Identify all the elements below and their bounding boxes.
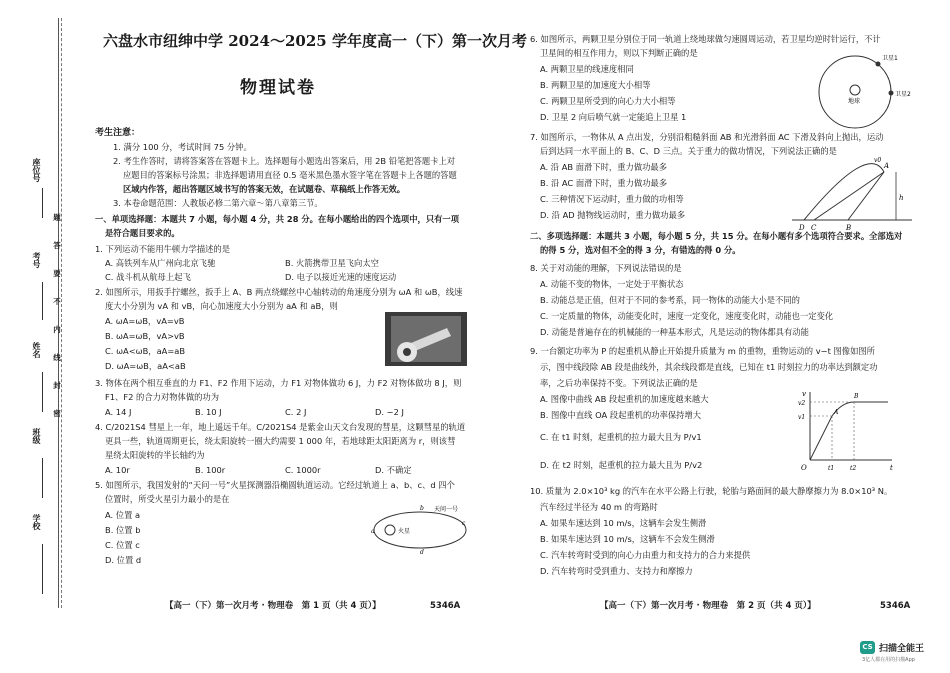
section1-heading: 是符合题目要求的。 bbox=[105, 228, 180, 238]
q7-option-b: B. 沿 AC 面滑下时，重力做功最多 bbox=[540, 178, 668, 188]
q9-option-b: B. 图像中直线 OA 段起重机的功率保持增大 bbox=[540, 410, 702, 420]
q9-option-d: D. 在 t2 时刻，起重机的拉力最大且为 P/v2 bbox=[540, 460, 703, 470]
satellite-2-dot bbox=[889, 91, 894, 96]
q10-option-a: A. 如果车速达到 10 m/s，这辆车会发生侧滑 bbox=[540, 518, 707, 528]
seal-char: 封 bbox=[53, 381, 61, 390]
t1-label: t1 bbox=[828, 465, 835, 472]
q1-option-a: A. 高铁列车从广州向北京飞驰 bbox=[105, 258, 216, 268]
scanner-brand: 扫描全能王 bbox=[879, 644, 925, 654]
point-b-label: B bbox=[846, 224, 852, 232]
h-label: h bbox=[899, 194, 904, 202]
satellite-2-label: 卫星2 bbox=[895, 91, 911, 98]
q6-option-d: D. 卫星 2 向后喷气就一定能追上卫星 1 bbox=[540, 112, 687, 122]
seal-char: 内 bbox=[53, 325, 61, 334]
projectile-path bbox=[804, 164, 884, 220]
q6-stem: 6. 如图所示，两颗卫星分别位于同一轨道上绕地球做匀速圆周运动，若卫星均逆时针运行，不计 bbox=[530, 34, 881, 44]
q7-option-a: A. 沿 AB 面滑下时，重力做功最多 bbox=[540, 162, 668, 172]
q2-option-a: A. ωA=ωB，vA=vB bbox=[105, 316, 185, 326]
q4-option-a: A. 10r bbox=[105, 465, 130, 475]
q4-stem: 4. C/2021S4 彗星上一年，地上遥远千年。C/2021S4 是紫金山天文台发现的彗星，这颗彗星的轨道 bbox=[95, 422, 466, 432]
q2-option-c: C. ωA<ωB，aA=aB bbox=[105, 346, 186, 356]
q5-option-d: D. 位置 d bbox=[105, 555, 142, 565]
q7-stem: 后到达同一水平面上的 B、C、D 三点。关于重力的做功情况，下列说法正确的是 bbox=[540, 146, 837, 156]
t-axis-label: t bbox=[890, 464, 893, 472]
mars-label: 火星 bbox=[398, 528, 411, 535]
point-d-label: d bbox=[420, 549, 424, 554]
q2-option-b: B. ωA=ωB，vA>vB bbox=[105, 331, 185, 341]
q10-option-b: B. 如果车速达到 10 m/s，这辆车不会发生侧滑 bbox=[540, 534, 715, 544]
name-label: 姓名 bbox=[32, 342, 41, 358]
q3-stem: F1、F2 的合力对物体做的功为 bbox=[105, 392, 220, 402]
q8-option-b: B. 动能总是正值，但对于不同的参考系，同一物体的动能大小是不同的 bbox=[540, 295, 800, 305]
exam-page-1 bbox=[95, 0, 527, 673]
section2-heading: 的得 5 分，选对但不全的得 3 分，有错选的得 0 分。 bbox=[540, 245, 741, 255]
scanner-logo: CS bbox=[860, 641, 875, 654]
class-line bbox=[42, 458, 43, 498]
v1-label: v1 bbox=[798, 414, 806, 421]
q5-stem: 5. 如图所示，我国发射的“天问一号”火星探测器沿椭圆轨道运动。它经过轨道上 a、b、c、d 四个 bbox=[95, 480, 455, 490]
q6-option-a: A. 两颗卫星的线速度相同 bbox=[540, 64, 634, 74]
seat-number-label: 座位号 bbox=[32, 158, 41, 182]
exam-subtitle: 物理试卷 bbox=[240, 78, 316, 98]
q4-option-b: B. 100r bbox=[195, 465, 226, 475]
q7-stem: 7. 如图所示，一物体从 A 点出发，分别沿粗糙斜面 AB 和光滑斜面 AC 下滑及斜向上抛出，运动 bbox=[530, 132, 884, 142]
earth-label: 地球 bbox=[848, 98, 861, 105]
point-b-label: B bbox=[854, 393, 859, 400]
exam-title: 六盘水市纽绅中学 2024～2025 学年度高一（下）第一次月考 bbox=[103, 32, 527, 50]
q9-option-a: A. 图像中曲线 AB 段起重机的加速度越来越大 bbox=[540, 394, 709, 404]
point-d-label: D bbox=[799, 224, 805, 232]
q10-option-c: C. 汽车转弯时受到的向心力由重力和支持力的合力来提供 bbox=[540, 550, 751, 560]
q9-stem: 9. 一台额定功率为 P 的起重机从静止开始提升质量为 m 的重物，重物运动的 v−t 图像如图所 bbox=[530, 346, 875, 356]
q2-stem: 2. 如图所示，用扳手拧螺丝，扳手上 A、B 两点绕螺丝中心轴转动的角速度分别为 ωA 和 ωB，线速 bbox=[95, 287, 463, 297]
binding-line bbox=[58, 18, 62, 608]
notice-line: 1. 满分 100 分，考试时间 75 分钟。 bbox=[113, 142, 252, 152]
vt-graph-figure bbox=[796, 388, 896, 474]
section1-heading: 一、单项选择题：本题共 7 小题，每小题 4 分，共 28 分。在每小题给出的四个选项中，只有一项 bbox=[95, 214, 460, 224]
bolt bbox=[403, 348, 411, 356]
q1-option-b: B. 火箭携带卫星飞向太空 bbox=[285, 258, 379, 268]
school-line bbox=[42, 544, 43, 594]
binding-strip bbox=[0, 0, 95, 673]
q5-stem: 位置时，所受火星引力最小的是在 bbox=[105, 494, 230, 504]
point-b-label: b bbox=[420, 505, 424, 512]
v0-label: v0 bbox=[874, 157, 882, 164]
incline-figure bbox=[788, 152, 918, 232]
mars-dot bbox=[385, 525, 395, 535]
exam-number-line bbox=[42, 282, 43, 320]
q3-option-d: D. −2 J bbox=[375, 407, 404, 417]
seal-char: 不 bbox=[53, 297, 61, 306]
q5-option-a: A. 位置 a bbox=[105, 510, 141, 520]
page1-code: 5346A bbox=[430, 601, 461, 611]
q6-option-b: B. 两颗卫星的加速度大小相等 bbox=[540, 80, 651, 90]
class-label: 班级 bbox=[32, 428, 41, 444]
q10-stem: 10. 质量为 2.0×10³ kg 的汽车在水平公路上行驶，轮胎与路面间的最大静摩擦力为 8.0×10³ N。 bbox=[530, 486, 893, 496]
seal-char: 线 bbox=[53, 353, 61, 362]
q10-option-d: D. 汽车转弯时受到重力、支持力和摩擦力 bbox=[540, 566, 693, 576]
q5-option-b: B. 位置 b bbox=[105, 525, 141, 535]
q4-stem: 更具一些，轨道周期更长，绕太阳旋转一圈大约需要 1 000 年，若地球距太阳距离为 r，则该彗 bbox=[105, 436, 456, 446]
seal-char: 答 bbox=[53, 241, 61, 250]
incline-ab bbox=[848, 172, 884, 220]
q9-option-c: C. 在 t1 时刻，起重机的拉力最大且为 P/v1 bbox=[540, 432, 702, 442]
q1-option-c: C. 战斗机从航母上起飞 bbox=[105, 272, 191, 282]
q3-option-a: A. 14 J bbox=[105, 407, 132, 417]
school-label: 学校 bbox=[32, 514, 41, 530]
q5-option-c: C. 位置 c bbox=[105, 540, 140, 550]
point-a-label: A bbox=[884, 162, 890, 170]
notice-line: 2. 考生作答时，请将答案答在答题卡上。选择题每小题选出答案后，用 2B 铅笔把答题卡上对 bbox=[113, 156, 456, 166]
satellite-figure bbox=[810, 50, 920, 132]
segment-oa bbox=[810, 416, 832, 460]
seal-char: 要 bbox=[53, 269, 61, 278]
seal-char: 密 bbox=[53, 409, 61, 418]
page2-code: 5346A bbox=[880, 601, 911, 611]
seal-char: 题 bbox=[53, 213, 61, 222]
notice-line: 区域内作答，超出答题区域书写的答案无效，在试题卷、草稿纸上作答无效。 bbox=[123, 184, 406, 194]
q2-stem: 度大小分别为 vA 和 vB，向心加速度大小分别为 aA 和 aB，则 bbox=[105, 301, 338, 311]
q8-option-d: D. 动能是普遍存在的机械能的一种基本形式，凡是运动的物体都具有动能 bbox=[540, 327, 809, 337]
q10-stem: 汽车经过半径为 40 m 的弯路时 bbox=[540, 502, 658, 512]
q4-stem: 星绕太阳旋转的半长轴约为 bbox=[105, 450, 205, 460]
point-c-label: C bbox=[811, 224, 817, 232]
mars-orbit-figure bbox=[370, 504, 470, 554]
probe-label: 天问一号 bbox=[434, 506, 459, 513]
q2-option-d: D. ωA=ωB，aA<aB bbox=[105, 361, 186, 371]
q3-stem: 3. 物体在两个相互垂直的力 F1、F2 作用下运动，力 F1 对物体做功 6 J，力 F2 对物体做功 8 J，则 bbox=[95, 378, 462, 388]
notice-line: 应题目的答案标号涂黑；非选择题请用直径 0.5 毫米黑色墨水签字笔在答题卡上各题的答题 bbox=[123, 170, 457, 180]
scanner-tagline: 3亿人都在用的扫描App bbox=[862, 657, 915, 663]
q9-stem: 率，之后功率保持不变。下列说法正确的是 bbox=[540, 378, 698, 388]
q9-stem: 示，图中线段除 AB 段是曲线外，其余线段都是直线，已知在 t1 时刻拉力的功率达到额定功 bbox=[540, 362, 878, 372]
q7-option-d: D. 沿 AD 抛物线运动时，重力做功最多 bbox=[540, 210, 686, 220]
earth-dot bbox=[850, 85, 860, 95]
q3-option-c: C. 2 J bbox=[285, 407, 307, 417]
notice-line: 3. 本卷命题范围：人教版必修二第六章～第八章第三节。 bbox=[113, 198, 323, 208]
page2-footer: 【高一（下）第一次月考 · 物理卷 第 2 页（共 4 页）】 bbox=[600, 601, 816, 611]
section2-heading: 二、多项选择题：本题共 3 小题，每小题 5 分，共 15 分。在每小题有多个选项符合要求。全部选对 bbox=[530, 231, 903, 241]
exam-page-2 bbox=[520, 0, 945, 673]
q3-option-b: B. 10 J bbox=[195, 407, 222, 417]
q6-option-c: C. 两颗卫星所受到的向心力大小相等 bbox=[540, 96, 676, 106]
q4-option-d: D. 不确定 bbox=[375, 465, 412, 475]
satellite-1-dot bbox=[876, 62, 881, 67]
satellite-1-label: 卫星1 bbox=[882, 55, 898, 62]
name-line bbox=[42, 372, 43, 412]
q1-stem: 1. 下列运动不能用牛顿力学描述的是 bbox=[95, 244, 231, 254]
point-a-label: a bbox=[371, 528, 375, 535]
q1-option-d: D. 电子以接近光速的速度运动 bbox=[285, 272, 397, 282]
q8-option-a: A. 动能不变的物体，一定处于平衡状态 bbox=[540, 279, 684, 289]
point-c-label: c bbox=[462, 520, 466, 527]
t2-label: t2 bbox=[850, 465, 857, 472]
wrench-figure bbox=[385, 312, 467, 366]
v-axis-label: v bbox=[802, 390, 806, 398]
q8-option-c: C. 一定质量的物体，动能变化时，速度一定变化，速度变化时，动能也一定变化 bbox=[540, 311, 834, 321]
exam-number-label: 考号 bbox=[32, 252, 41, 268]
q6-stem: 卫星间的相互作用力，则以下判断正确的是 bbox=[540, 48, 698, 58]
page1-footer: 【高一（下）第一次月考 · 物理卷 第 1 页（共 4 页）】 bbox=[165, 601, 381, 611]
notice-heading: 考生注意： bbox=[95, 128, 141, 138]
q8-stem: 8. 关于对动能的理解，下列说法错误的是 bbox=[530, 263, 682, 273]
q7-option-c: C. 三种情况下运动时，重力做的功相等 bbox=[540, 194, 684, 204]
v2-label: v2 bbox=[798, 400, 806, 407]
q4-option-c: C. 1000r bbox=[285, 465, 321, 475]
point-a-label: A bbox=[834, 409, 839, 416]
origin-label: O bbox=[801, 464, 807, 472]
seat-number-line bbox=[42, 188, 43, 218]
